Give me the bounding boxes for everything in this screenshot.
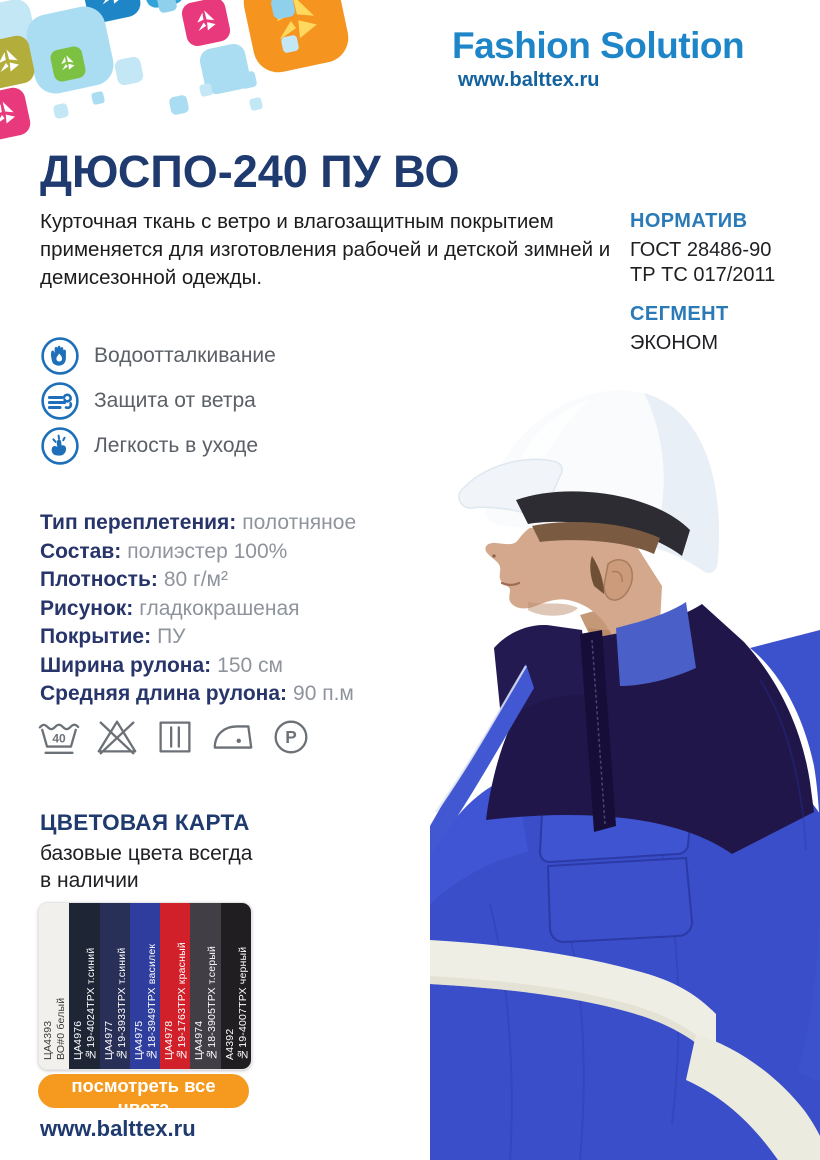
swatch-label — [69, 903, 99, 1069]
swatch-name: №19-3933ТРХ т.синий — [115, 947, 128, 1060]
brand-url: www.balttex.ru — [458, 68, 600, 91]
swatch-label — [100, 903, 130, 1069]
spec-label: Средняя длина рулона: — [40, 682, 288, 705]
spec-label: Рисунок: — [40, 596, 134, 620]
mosaic-tile — [156, 0, 177, 14]
color-card-subtitle — [40, 840, 252, 894]
spec-value: 80 г/м² — [163, 568, 228, 591]
sail-logo-icon — [0, 42, 28, 83]
swatch-name: №18-3905ТРХ т.серый — [206, 945, 219, 1060]
mosaic-tile — [168, 94, 189, 115]
swatch-name: №19-4007ТРХ черный — [236, 946, 249, 1060]
view-all-colors-button[interactable]: посмотреть все цвета — [38, 1074, 249, 1108]
drip-dry-icon — [152, 714, 198, 760]
brand-logo: Fashion Solution — [452, 25, 745, 66]
mosaic-tile — [114, 56, 145, 87]
spec-label: Тип переплетения: — [40, 511, 237, 534]
color-swatch-card — [38, 902, 252, 1070]
segment-value: ЭКОНОМ — [630, 332, 719, 354]
spec-label: Ширина рулона: — [40, 653, 212, 677]
swatch-code: ЦА4978 — [163, 1020, 176, 1060]
normativ-heading: НОРМАТИВ — [630, 210, 748, 232]
spec-value: полотняное — [242, 511, 357, 534]
swatch-name: №19-4024ТРХ т.синий — [85, 947, 98, 1060]
swatch-label — [190, 903, 220, 1069]
swatch-label — [160, 903, 190, 1069]
swatch-code: ЦА4974 — [193, 1020, 206, 1060]
mosaic-tile — [281, 35, 300, 54]
spec-label: Состав: — [40, 539, 122, 563]
spec-row — [40, 566, 356, 595]
spec-value: 90 п.м — [293, 682, 354, 705]
feature-list — [40, 336, 276, 471]
spec-label: Плотность: — [40, 568, 158, 591]
swatch-label — [39, 903, 69, 1069]
color-swatch — [69, 903, 99, 1069]
wash-40-icon — [36, 714, 82, 760]
feature-row — [40, 381, 276, 421]
sail-logo-icon — [0, 94, 24, 135]
mosaic-tile — [0, 86, 32, 143]
svg-text:40: 40 — [52, 731, 66, 746]
mosaic-tile — [199, 83, 213, 97]
mosaic-tile — [180, 0, 232, 48]
no-bleach-icon — [94, 714, 140, 760]
spec-value: ПУ — [157, 625, 186, 648]
normativ-value-1: ГОСТ 28486-90 — [630, 239, 772, 261]
water-repellent-icon — [40, 336, 80, 376]
swatch-label — [221, 903, 251, 1069]
swatch-label — [130, 903, 160, 1069]
swatch-code: ЦА4975 — [132, 1020, 145, 1060]
color-swatch — [39, 903, 69, 1069]
sail-logo-icon — [187, 3, 225, 41]
segment-heading: СЕГМЕНТ — [630, 303, 729, 325]
feature-row — [40, 426, 276, 466]
swatch-name: №19-1763ТРХ красный — [175, 942, 188, 1060]
spec-row — [40, 509, 356, 538]
spec-row — [40, 538, 356, 567]
page-title: ДЮСПО-240 ПУ ВО — [40, 146, 460, 197]
swatch-code: ЦА4977 — [102, 1020, 115, 1060]
feature-row — [40, 336, 276, 376]
color-card-title: ЦВЕТОВАЯ КАРТА — [40, 810, 250, 835]
spec-row — [40, 680, 356, 709]
mosaic-tile — [249, 97, 263, 111]
spec-row — [40, 652, 356, 681]
care-symbols-row — [36, 714, 314, 760]
spec-value: полиэстер 100% — [127, 539, 288, 563]
meta-column — [630, 210, 815, 356]
sail-logo-icon — [54, 50, 81, 77]
spec-value: гладкокрашеная — [139, 596, 300, 620]
model-photo-man-in-blue-workwear — [430, 380, 820, 1160]
spec-label: Покрытие: — [40, 625, 152, 648]
sail-logo-icon — [255, 0, 337, 61]
normativ-value-2: ТР ТС 017/2011 — [630, 264, 776, 286]
mosaic-tile — [239, 71, 258, 90]
spec-row — [40, 623, 356, 652]
color-swatch — [100, 903, 130, 1069]
color-swatch — [190, 903, 220, 1069]
mosaic-tile — [91, 91, 105, 105]
swatch-name: ВО#0 белый — [54, 997, 67, 1060]
wind-protection-icon — [40, 381, 80, 421]
iron-low-icon — [210, 714, 256, 760]
svg-text:P: P — [285, 726, 297, 747]
mosaic-tile — [53, 103, 70, 120]
product-description: Курточная ткань с ветро и влагозащитным покрытием применяется для изготовления рабочей и детской зимней и демисезонной одежды. — [40, 210, 611, 290]
swatch-name: №18-3949ТРХ василек — [145, 943, 158, 1060]
footer-url[interactable]: www.balttex.ru — [40, 1116, 196, 1141]
color-card-subtitle-line2: в наличии — [40, 869, 139, 892]
spec-list — [40, 509, 356, 709]
color-swatch — [160, 903, 190, 1069]
swatch-code: А4392 — [223, 1028, 236, 1060]
feature-label: Водоотталкивание — [94, 344, 276, 367]
swatch-code: ЦА4976 — [72, 1020, 85, 1060]
spec-row — [40, 595, 356, 624]
color-swatch — [130, 903, 160, 1069]
feature-label: Защита от ветра — [94, 389, 256, 412]
easy-care-icon — [40, 426, 80, 466]
dry-clean-p-icon — [268, 714, 314, 760]
swatch-code: ЦА4393 — [42, 1020, 54, 1060]
color-card-subtitle-line1: базовые цвета всегда — [40, 842, 253, 865]
brand-block — [452, 26, 744, 92]
feature-label: Легкость в уходе — [94, 434, 259, 457]
spec-value: 150 см — [217, 653, 283, 677]
color-swatch — [221, 903, 251, 1069]
